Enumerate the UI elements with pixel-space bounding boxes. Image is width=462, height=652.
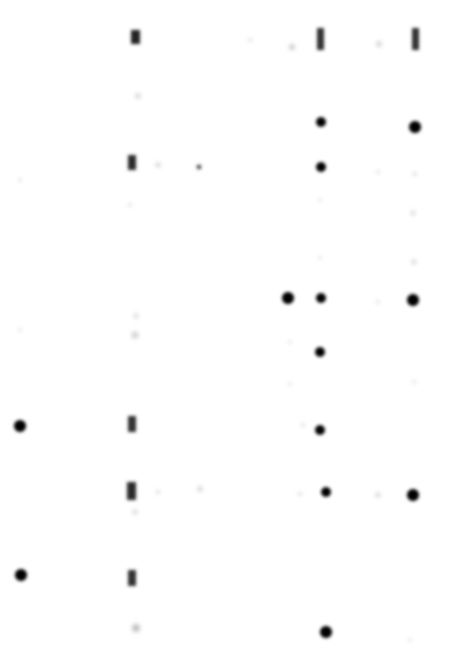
dot xyxy=(318,198,322,202)
dot xyxy=(135,93,141,99)
dot xyxy=(318,256,322,260)
dot xyxy=(132,624,140,632)
dot xyxy=(316,293,326,303)
dot xyxy=(15,569,27,581)
dot xyxy=(288,340,292,344)
dot xyxy=(156,163,161,168)
dot xyxy=(301,423,305,427)
dot xyxy=(376,300,380,304)
dot xyxy=(248,38,252,42)
dot xyxy=(408,638,412,642)
dot xyxy=(14,420,26,432)
dot xyxy=(316,117,326,127)
dot xyxy=(412,380,416,384)
strong-dots xyxy=(14,28,421,638)
faint-dots xyxy=(18,38,417,642)
dot xyxy=(376,41,382,47)
dot xyxy=(18,178,22,182)
dot xyxy=(315,347,325,357)
dot xyxy=(128,155,136,170)
dot xyxy=(288,382,292,386)
dot xyxy=(156,490,160,494)
dot xyxy=(133,510,138,515)
dot xyxy=(134,314,139,319)
dot xyxy=(198,487,203,492)
dot xyxy=(320,626,332,638)
dot xyxy=(131,30,140,44)
dot xyxy=(407,489,419,501)
dot xyxy=(197,165,202,170)
dot xyxy=(298,492,302,496)
dot xyxy=(128,416,136,432)
dot xyxy=(317,28,324,50)
dot xyxy=(127,482,136,500)
dot xyxy=(132,332,139,339)
dot xyxy=(413,172,417,176)
dot xyxy=(376,493,381,498)
dot xyxy=(376,170,380,174)
dot xyxy=(128,203,132,207)
dot xyxy=(409,121,421,133)
dot xyxy=(411,211,416,216)
dot xyxy=(128,570,136,586)
dot xyxy=(282,292,294,304)
dot xyxy=(412,260,417,265)
dot xyxy=(412,28,419,50)
dot xyxy=(18,328,22,332)
dot xyxy=(407,294,419,306)
dot xyxy=(315,425,325,435)
dot xyxy=(316,162,326,172)
dot xyxy=(321,487,331,497)
dot xyxy=(289,44,295,50)
